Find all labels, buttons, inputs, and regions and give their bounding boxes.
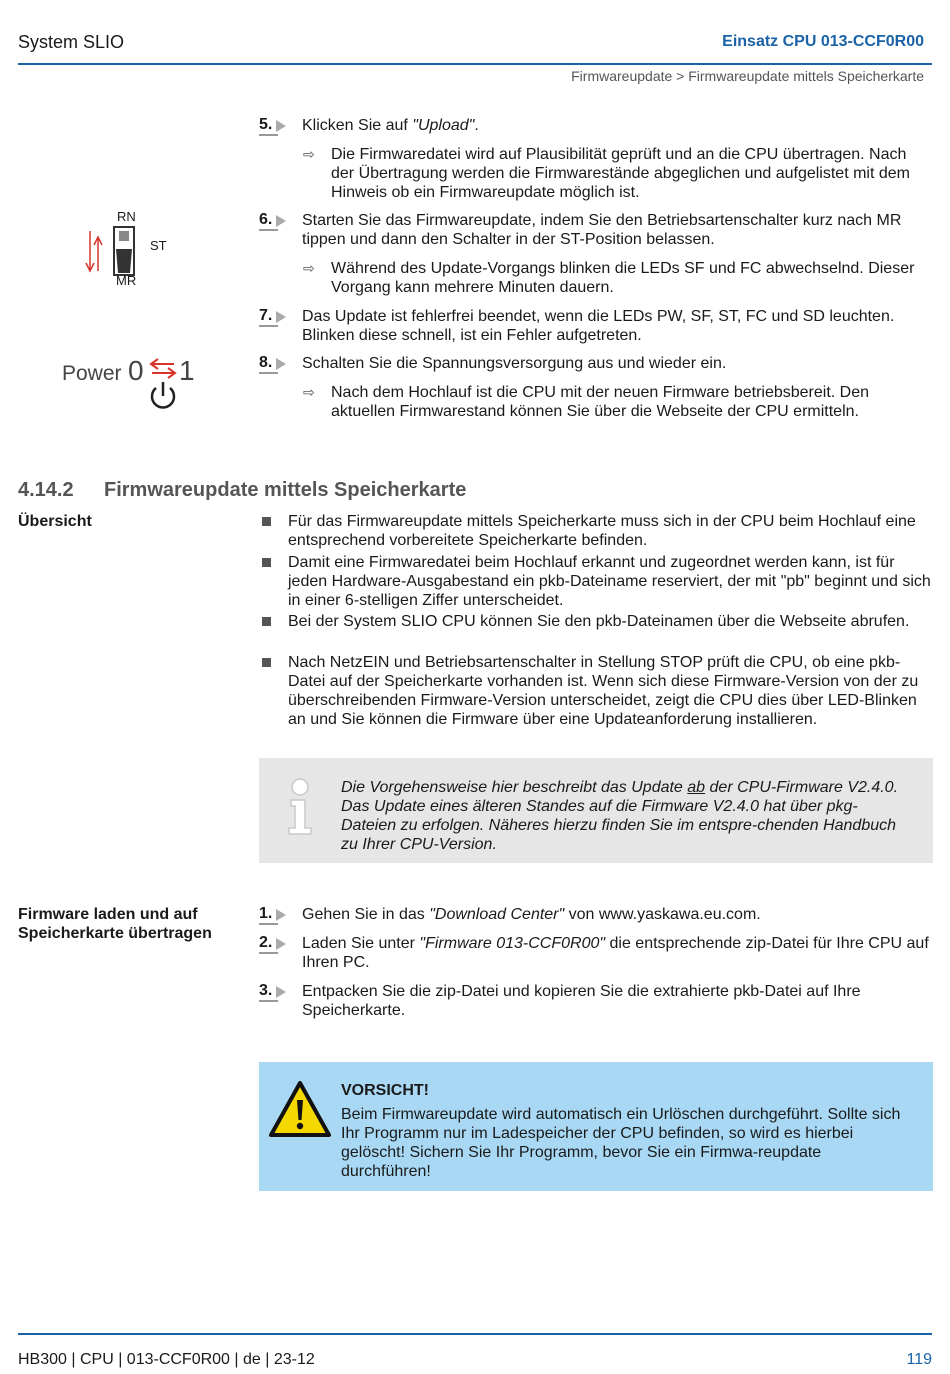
step-result: Nach dem Hochlauf ist die CPU mit der neuen Firmware betriebsbereit. Den aktuellen Firmwarestand können Sie über die Webseite der CPU ermitteln.: [331, 384, 870, 420]
power-off-label: 0: [128, 355, 144, 386]
overview-label: Übersicht: [18, 513, 92, 530]
step-number: 2.: [259, 934, 299, 954]
power-switch-icon: [146, 356, 180, 410]
header-chapter: Einsatz CPU 013-CCF0R00: [722, 33, 924, 50]
switch-label-st: ST: [150, 238, 167, 253]
list-item: Nach NetzEIN und Betriebsartenschalter in Stellung STOP prüft die CPU, ob eine pkb-Datei auf der Speicherkarte vorhanden ist. Wenn sich diese Firmware-Version von der zu überschreibenden Firmware-Version unterscheidet, zeigt die CPU dies über LED-Blinken an und Sie können die Firmware über eine Updateanforderung installieren.: [288, 654, 919, 728]
bullet-icon: [262, 658, 271, 667]
step-number: 7.: [259, 307, 299, 327]
header-product: System SLIO: [18, 32, 125, 52]
result-arrow-icon: ⇨: [303, 384, 315, 400]
result-arrow-icon: ⇨: [303, 260, 315, 276]
warning-triangle-icon: [268, 1080, 332, 1138]
info-icon: [285, 778, 315, 836]
power-figure: [62, 354, 212, 414]
list-item: Für das Firmwareupdate mittels Speicherkarte muss sich in der CPU beim Hochlauf eine entsprechend vorbereitete Speicherkarte befinden.: [288, 513, 916, 549]
download-label: Firmware laden und auf Speicherkarte übertragen: [18, 906, 212, 942]
list-item: Damit eine Firmwaredatei beim Hochlauf erkannt und zugeordnet werden kann, ist für jeden Hardware-Ausgabestand ein pkb-Dateiname reserviert, der mit "pb" beginnt und sich in einer 6-stelligen Ziffer unterscheidet.: [288, 554, 931, 609]
step-text: Das Update ist fehlerfrei beendet, wenn die LEDs PW, SF, ST, FC und SD leuchten. Blinken diese schnell, ist ein Fehler aufgetreten.: [302, 308, 895, 344]
caution-title: VORSICHT!: [341, 1082, 429, 1099]
bullet-icon: [262, 517, 271, 526]
result-arrow-icon: ⇨: [303, 146, 315, 162]
info-text: Die Vorgehensweise hier beschreibt das Update ab der CPU-Firmware V2.4.0. Das Update eines älteren Standes auf die Firmware V2.4.0 hat über pkg-Dateien zu erfolgen. Näheres hierzu finden Sie im entspre-chenden Handbuch zu Ihrer CPU-Version.: [341, 779, 899, 853]
power-on-label: 1: [179, 355, 195, 386]
step-text: Laden Sie unter "Firmware 013-CCF0R00" die entsprechende zip-Datei für Ihre CPU auf Ihren PC.: [302, 935, 929, 971]
step-text: Schalten Sie die Spannungsversorgung aus und wieder ein.: [302, 355, 727, 372]
step-number: 1.: [259, 905, 299, 925]
step-text: Entpacken Sie die zip-Datei und kopieren Sie die extrahierte pkb-Datei auf Ihre Speicherkarte.: [302, 983, 861, 1019]
list-item: Bei der System SLIO CPU können Sie den pkb-Dateinamen über die Webseite abrufen.: [288, 613, 910, 630]
footer-divider: [18, 1333, 932, 1335]
step-result: Die Firmwaredatei wird auf Plausibilität geprüft und an die CPU übertragen. Nach der Übertragung werden die Firmwarestände abgeglichen und aufgelistet mit dem Hinweis ob ein Firmwareupdate möglich ist.: [331, 146, 910, 201]
step-text: Starten Sie das Firmwareupdate, indem Sie den Betriebsartenschalter kurz nach MR tippen und dann den Schalter in der ST-Position belassen.: [302, 212, 902, 248]
switch-label-mr: MR: [116, 273, 137, 288]
step-number: 6.: [259, 211, 299, 231]
footer-doc-id: HB300 | CPU | 013-CCF0R00 | de | 23-12: [18, 1351, 315, 1368]
section-heading: 4.14.2 Firmwareupdate mittels Speicherkarte: [18, 479, 467, 501]
bullet-icon: [262, 558, 271, 567]
breadcrumb: Firmwareupdate > Firmwareupdate mittels Speicherkarte: [571, 68, 924, 84]
bullet-icon: [262, 617, 271, 626]
step-text: Klicken Sie auf "Upload".: [302, 117, 479, 134]
step-text: Gehen Sie in das "Download Center" von www.yaskawa.eu.com.: [302, 906, 761, 923]
switch-label-rn: RN: [117, 209, 136, 224]
mode-switch-figure: [80, 205, 190, 295]
step-number: 8.: [259, 354, 299, 374]
header-divider: [18, 63, 932, 65]
step-result: Während des Update-Vorgangs blinken die LEDs SF und FC abwechselnd. Dieser Vorgang kann mehrere Minuten dauern.: [331, 260, 915, 296]
power-label: Power: [62, 362, 122, 385]
caution-text: [341, 1081, 901, 1181]
page-number: 119: [906, 1351, 932, 1368]
step-number: 3.: [259, 982, 299, 1002]
step-number: 5.: [259, 116, 299, 136]
caution-body: Beim Firmwareupdate wird automatisch ein Urlöschen durchgeführt. Sollte sich Ihr Programm nur im Ladespeicher der CPU befinden, so wird es hierbei gelöscht! Sichern Sie Ihr Programm, bevor Sie ein Firmwa-reupdate durchführen!: [341, 1106, 901, 1180]
